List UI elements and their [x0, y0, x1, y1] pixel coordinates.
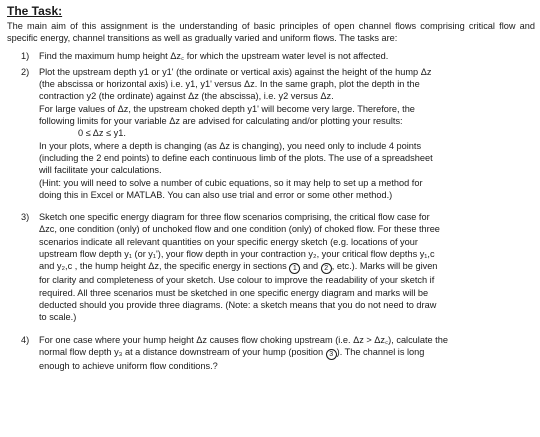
limit-expression: 0 ≤ Δz ≤ y1. — [78, 128, 126, 139]
task-item-1 — [7, 50, 535, 62]
task-line-with-sections: and y₂,c , the hump height Δz, the specific energy in sections 1 and 2 , etc.). Marks will be given — [39, 261, 438, 273]
task-number: 1) — [21, 50, 30, 61]
task-line: deducted should you provide three diagrams. (Note: a sketch means that you do not need to draw — [39, 299, 437, 310]
task-item-4 — [7, 334, 535, 373]
task-line: scenarios indicate all relevant quantities on your specific energy sketch (e.g. locations of your — [39, 236, 418, 247]
task-line: following limits for your variable Δz are advised for calculating and/or plotting your results: — [39, 116, 403, 127]
section-2-marker: 2 — [321, 263, 332, 274]
task-line: to scale.) — [39, 312, 77, 323]
task-line: Sketch one specific energy diagram for three flow scenarios comprising, the critical flow case for — [39, 212, 430, 223]
task-line: For large values of Δz, the upstream choked depth y1' will become very large. Therefore, the — [39, 103, 415, 114]
task-line: In your plots, where a depth is changing (as Δz is changing), you need only to include 4 points — [39, 140, 422, 151]
task-line: Δzc, one condition (only) of unchoked flow and one condition (only) of choked flow. For these three — [39, 224, 440, 235]
task-item-2 — [7, 66, 535, 201]
task-document — [7, 4, 535, 372]
task-number: 3) — [21, 212, 30, 223]
task-line: required. All three scenarios must be sketched in one specific energy diagram and marks will be — [39, 287, 429, 298]
task-line: for clarity and completeness of your sketch. Use colour to improve the readability of your sketch if — [39, 275, 435, 286]
task-line: (including the 2 end points) to define each continuous limb of the plots. The use of a spreadsheet — [39, 152, 433, 163]
task-line: (Hint: you will need to solve a number of cubic equations, so it may help to set up a method for — [39, 177, 423, 188]
task-line: For one case where your hump height Δz causes flow choking upstream (i.e. Δz > Δz꜀), calculate the — [39, 334, 448, 345]
task-line: (the abscissa or horizontal axis) i.e. y1, y1' versus Δz. In the same graph, plot the depth in the — [39, 79, 420, 90]
section-3-marker: 3 — [326, 349, 337, 360]
task-line: upstream flow depth y₁ (or y₁'), your flow depth in your contraction y₂, your critical flow depths y₁,c — [39, 249, 435, 260]
task-line: contraction y2 (the ordinate) against Δz (the abscissa), i.e. y2 versus Δz. — [39, 91, 334, 102]
section-1-marker: 1 — [289, 263, 300, 274]
task-line: doing this in Excel or MATLAB. You can also use trial and error or some other method.) — [39, 189, 393, 200]
task-number: 2) — [21, 66, 30, 77]
intro-paragraph: The main aim of this assignment is the understanding of basic principles of open channel flows comprising critical flow and specific energy, channel transitions as well as gradually varied and uniform flows. The tasks are: — [7, 21, 535, 44]
task-item-3 — [7, 211, 535, 323]
task-number: 4) — [21, 334, 30, 345]
task-line: enough to achieve uniform flow conditions.? — [39, 360, 218, 371]
task-line-with-section: normal flow depth y₃ at a distance downstream of your hump (position 3 ). The channel is long — [39, 346, 425, 358]
document-title: The Task: — [7, 4, 63, 18]
task-line: will facilitate your calculations. — [39, 165, 162, 176]
task-text: Find the maximum hump height Δz꜀ for which the upstream water level is not affected. — [39, 50, 389, 61]
task-line: Plot the upstream depth y1 or y1' (the ordinate or vertical axis) against the height of the hump Δz — [39, 66, 432, 77]
